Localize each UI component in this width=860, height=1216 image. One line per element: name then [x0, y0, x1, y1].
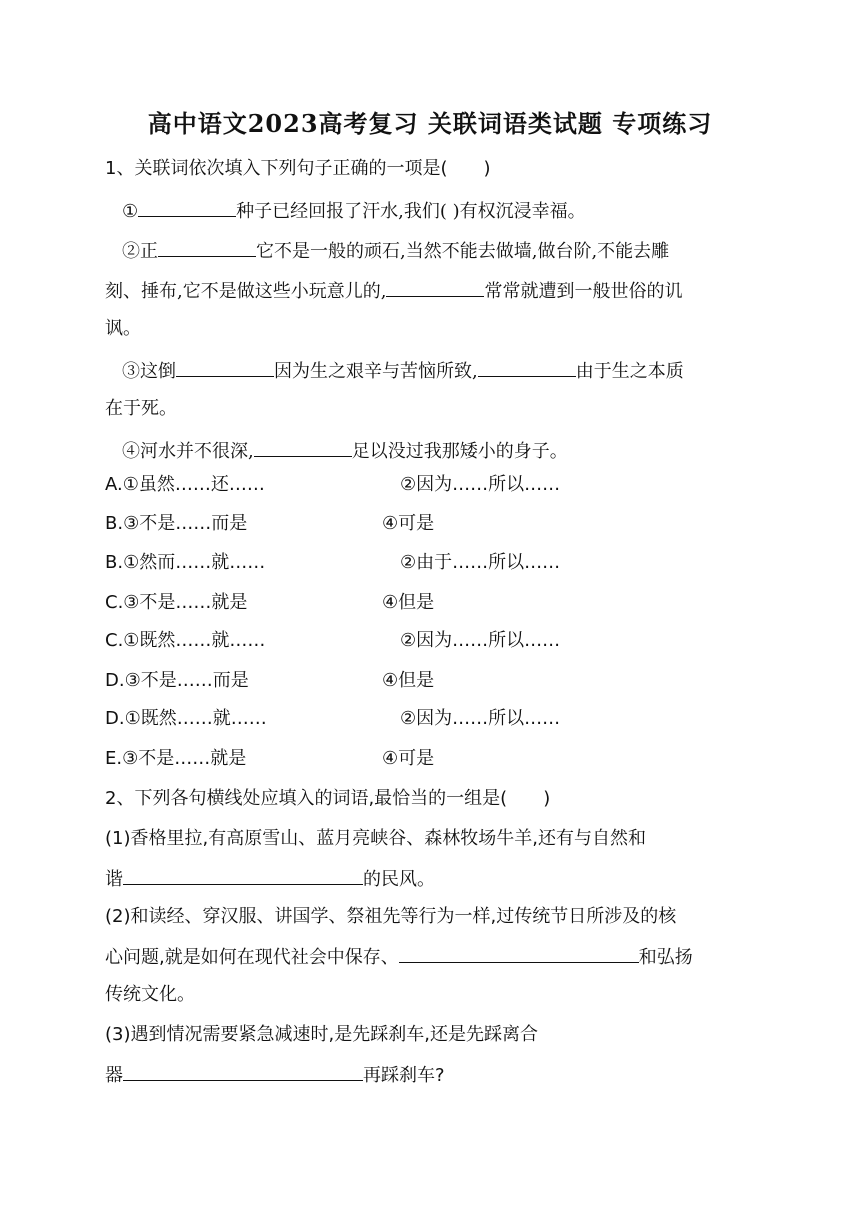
fill-blank	[386, 278, 484, 297]
q2-part-1-line-2	[105, 866, 435, 891]
option-row[interactable]	[105, 513, 247, 535]
q1-sentence-4	[122, 438, 568, 463]
q1-sentence-3-line-1	[122, 358, 684, 383]
fill-blank	[254, 438, 352, 457]
sentence-3-text-2: 由于生之本质	[575, 361, 684, 382]
fill-blank	[158, 238, 256, 257]
option-row[interactable]	[105, 630, 265, 652]
question-2-stem: 2、下列各句横线处应填入的词语,最恰当的一组是( )	[105, 788, 551, 809]
sentence-2-cont-2: 常常就遭到一般世俗的讥	[484, 281, 683, 302]
option-row[interactable]	[105, 708, 267, 730]
sentence-3-text: 因为生之艰辛与苦恼所致,	[274, 361, 478, 382]
q1-sentence-3-line-2: 在于死。	[105, 398, 177, 419]
option-row[interactable]	[105, 552, 265, 574]
option-row-right[interactable]: ④可是	[382, 513, 435, 534]
sentence-1-number: ①	[122, 201, 139, 222]
sentence-3-start: ③这倒	[122, 361, 176, 382]
fill-blank	[138, 198, 236, 217]
option-row-right[interactable]: ②因为……所以……	[400, 474, 561, 495]
q2-part-1-line-1: (1)香格里拉,有高原雪山、蓝月亮峡谷、森林牧场牛羊,还有与自然和	[105, 828, 646, 849]
option-row-right[interactable]: ④可是	[382, 748, 435, 769]
question-1-stem: 1、关联词依次填入下列句子正确的一项是( )	[105, 158, 491, 179]
option-row[interactable]	[105, 474, 265, 496]
option-row[interactable]	[105, 670, 249, 692]
q2-part-2-line-1: (2)和读经、穿汉服、讲国学、祭祖先等行为一样,过传统节日所涉及的核	[105, 906, 677, 927]
option-left: D.①既然……就……	[105, 708, 267, 729]
document-title: 高中语文2023高考复习 关联词语类试题 专项练习	[147, 109, 713, 138]
option-row-right[interactable]: ④但是	[382, 592, 435, 613]
q1-sentence-2-line-3: 讽。	[105, 318, 141, 339]
part-2-cont: 心问题,就是如何在现代社会中保存、	[105, 947, 399, 968]
q2-part-3-line-2	[105, 1062, 445, 1087]
q2-part-2-line-2	[105, 944, 693, 969]
sentence-2-start: ②正	[122, 241, 158, 262]
fill-blank	[176, 358, 274, 377]
sentence-4-start: ④河水并不很深,	[122, 441, 254, 462]
option-row[interactable]	[105, 592, 247, 614]
part-3-cont: 器	[105, 1065, 123, 1086]
option-row[interactable]	[105, 748, 246, 770]
fill-blank	[399, 944, 639, 963]
fill-blank	[123, 866, 363, 885]
sentence-2-text: 它不是一般的顽石,当然不能去做墙,做台阶,不能去雕	[256, 241, 670, 262]
part-1-end: 的民风。	[363, 869, 435, 890]
q1-sentence-2-line-1	[122, 238, 669, 263]
fill-blank	[478, 358, 576, 377]
sentence-2-cont: 刻、捶布,它不是做这些小玩意儿的,	[105, 281, 387, 302]
q2-part-2-line-3: 传统文化。	[105, 984, 195, 1005]
option-row-right[interactable]: ②因为……所以……	[400, 630, 561, 651]
q2-part-3-line-1: (3)遇到情况需要紧急减速时,是先踩刹车,还是先踩离合	[105, 1024, 538, 1045]
option-left: B.①然而……就……	[105, 552, 266, 573]
sentence-1-text: 种子已经回报了汗水,我们( )有权沉浸幸福。	[236, 201, 586, 222]
part-3-end: 再踩刹车?	[363, 1065, 445, 1086]
option-left: D.③不是……而是	[105, 670, 249, 691]
option-left: C.①既然……就……	[105, 630, 266, 651]
sentence-4-text: 足以没过我那矮小的身子。	[351, 441, 568, 462]
q1-sentence-1	[122, 198, 586, 223]
option-left: C.③不是……就是	[105, 592, 248, 613]
option-row-right[interactable]: ②由于……所以……	[400, 552, 561, 573]
option-left: E.③不是……就是	[105, 748, 247, 769]
option-left: B.③不是……而是	[105, 513, 248, 534]
fill-blank	[123, 1062, 363, 1081]
option-row-right[interactable]: ②因为……所以……	[400, 708, 561, 729]
part-1-cont: 谐	[105, 869, 123, 890]
q1-sentence-2-line-2	[105, 278, 682, 303]
option-left: A.①虽然……还……	[105, 474, 265, 495]
option-row-right[interactable]: ④但是	[382, 670, 435, 691]
part-2-cont-2: 和弘扬	[638, 947, 693, 968]
